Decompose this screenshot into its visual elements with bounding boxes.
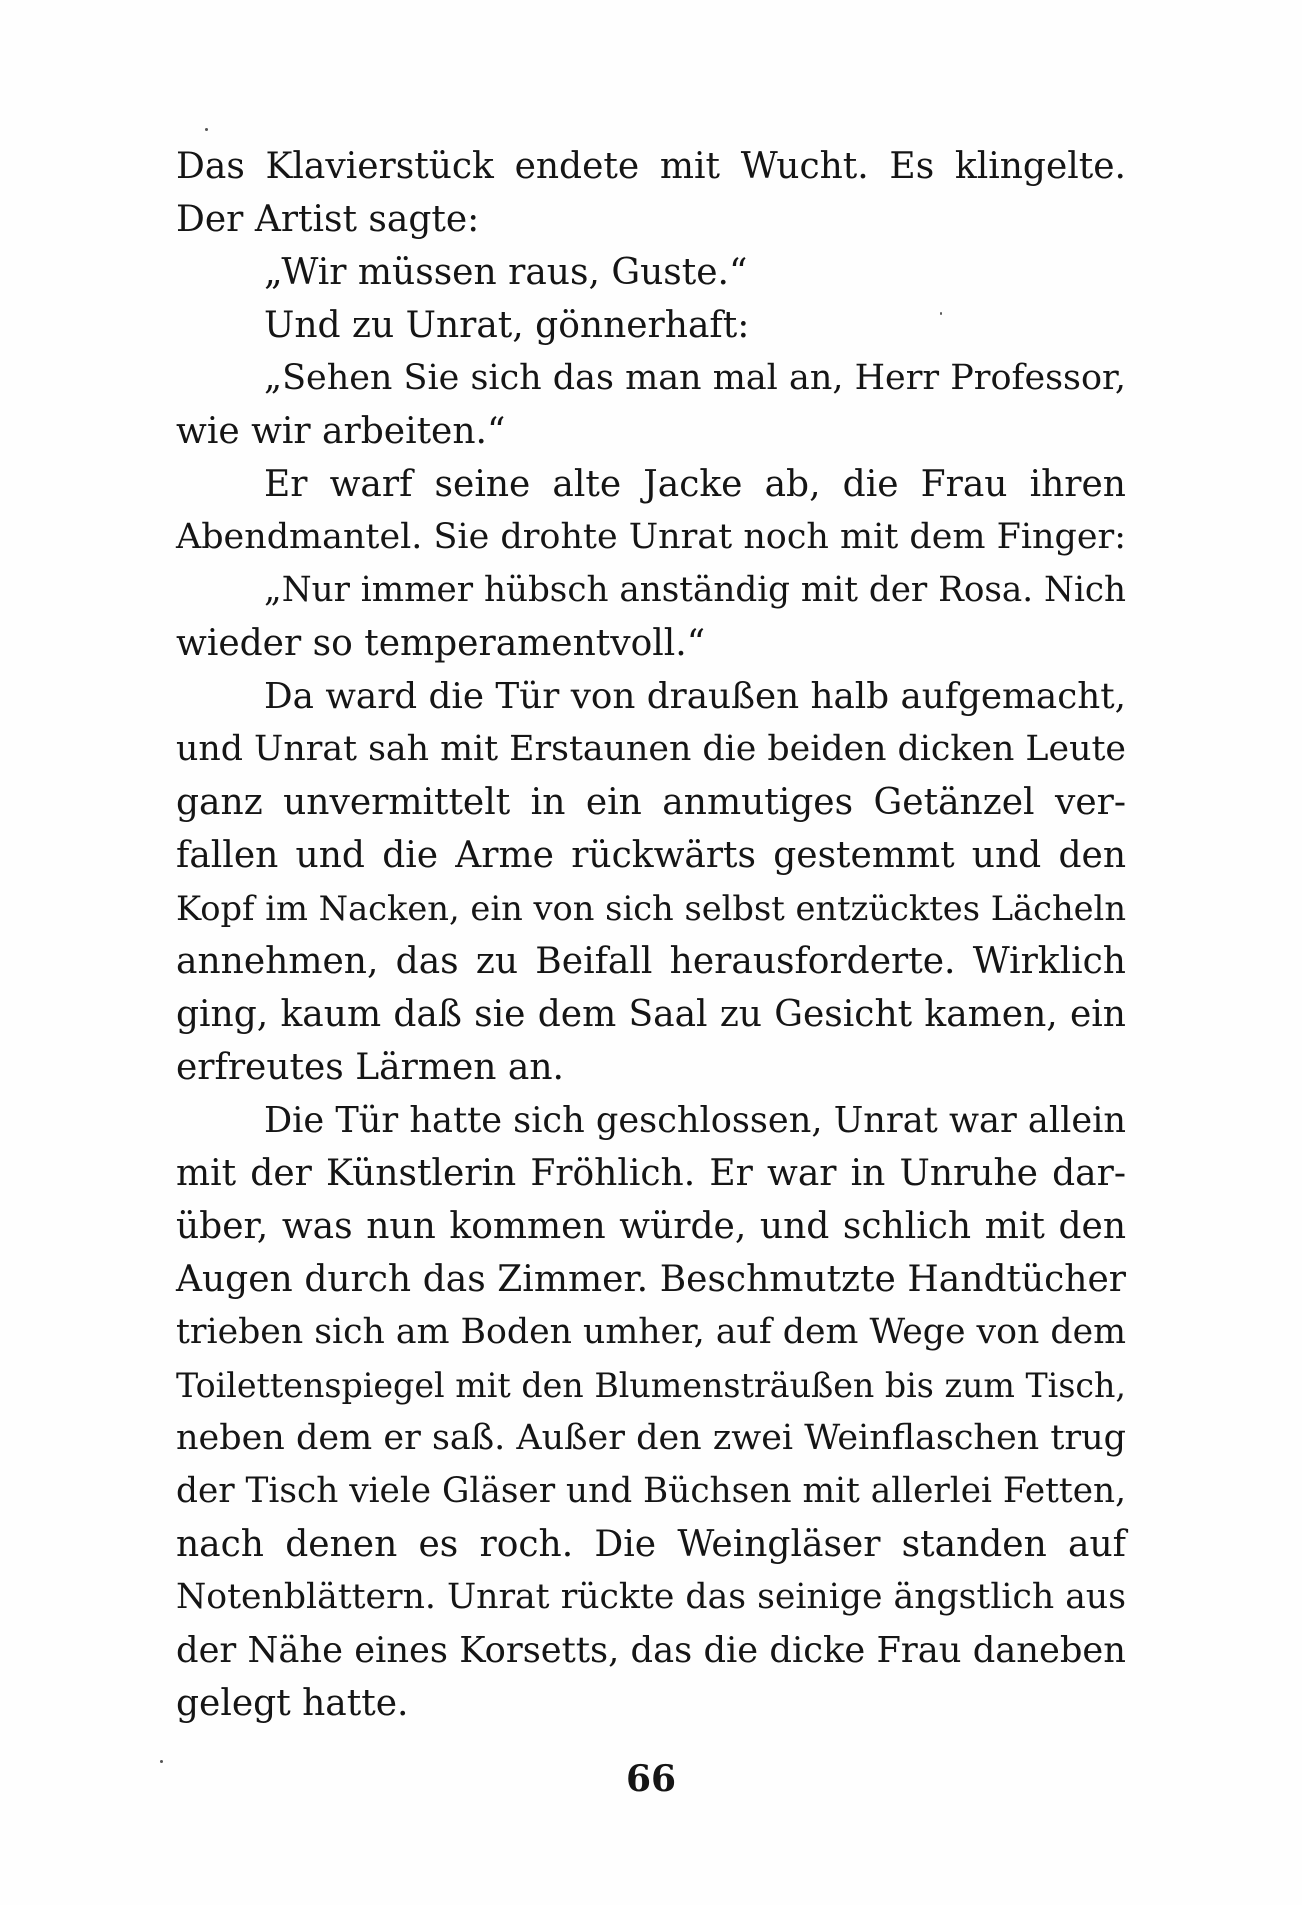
text-line: wieder so temperamentvoll.“: [176, 623, 706, 664]
text-line: erfreutes Lärmen an.: [176, 1047, 564, 1088]
text-line: der Nähe eines Korsetts, das die dicke Frau daneben: [176, 1630, 1126, 1671]
page-number: 66: [625, 1758, 677, 1800]
print-speck: [940, 312, 942, 315]
text-line: Abendmantel. Sie drohte Unrat noch mit dem Finger:: [176, 517, 1126, 557]
print-speck: [160, 1760, 163, 1763]
text-line: annehmen, das zu Beifall herausforderte. Wirklich: [176, 941, 1126, 982]
text-line: neben dem er saß. Außer den zwei Weinflaschen trug: [176, 1418, 1126, 1458]
text-line: Das Klavierstück endete mit Wucht. Es klingelte.: [176, 146, 1126, 187]
text-line: trieben sich am Boden umher, auf dem Wege von dem: [176, 1312, 1126, 1352]
text-line: Augen durch das Zimmer. Beschmutzte Handtücher: [176, 1259, 1126, 1300]
text-line: Toilettenspiegel mit den Blumensträußen bis zum Tisch,: [176, 1366, 1126, 1405]
text-line: Da ward die Tür von draußen halb aufgemacht,: [264, 676, 1126, 717]
text-line: gelegt hatte.: [176, 1683, 409, 1724]
text-line: Kopf im Nacken, ein von sich selbst entzücktes Lächeln: [176, 889, 1126, 928]
text-line: Der Artist sagte:: [176, 199, 480, 240]
body-text: [176, 140, 1126, 1730]
print-speck: [205, 128, 208, 131]
text-line: „Sehen Sie sich das man mal an, Herr Professor,: [264, 358, 1126, 398]
text-line: ging, kaum daß sie dem Saal zu Gesicht kamen, ein: [176, 994, 1126, 1035]
text-line: und Unrat sah mit Erstaunen die beiden dicken Leute: [176, 729, 1126, 769]
text-line: Notenblättern. Unrat rückte das seinige ängstlich aus: [176, 1577, 1126, 1617]
text-line: Und zu Unrat, gönnerhaft:: [264, 305, 750, 346]
text-line: ganz unvermittelt in ein anmutiges Getänzel ver-: [176, 782, 1126, 823]
text-line: Die Tür hatte sich geschlossen, Unrat war allein: [264, 1100, 1126, 1141]
text-line: über, was nun kommen würde, und schlich mit den: [176, 1206, 1126, 1247]
text-line: nach denen es roch. Die Weingläser standen auf: [176, 1524, 1126, 1565]
text-line: fallen und die Arme rückwärts gestemmt und den: [176, 835, 1126, 876]
text-line: Er warf seine alte Jacke ab, die Frau ihren: [264, 464, 1126, 505]
text-line: wie wir arbeiten.“: [176, 411, 506, 452]
text-line: „Nur immer hübsch anständig mit der Rosa. Nich: [264, 570, 1126, 610]
text-line: „Wir müssen raus, Guste.“: [264, 252, 748, 293]
text-line: mit der Künstlerin Fröhlich. Er war in Unruhe dar-: [176, 1153, 1126, 1194]
text-line: der Tisch viele Gläser und Büchsen mit allerlei Fetten,: [176, 1471, 1126, 1511]
